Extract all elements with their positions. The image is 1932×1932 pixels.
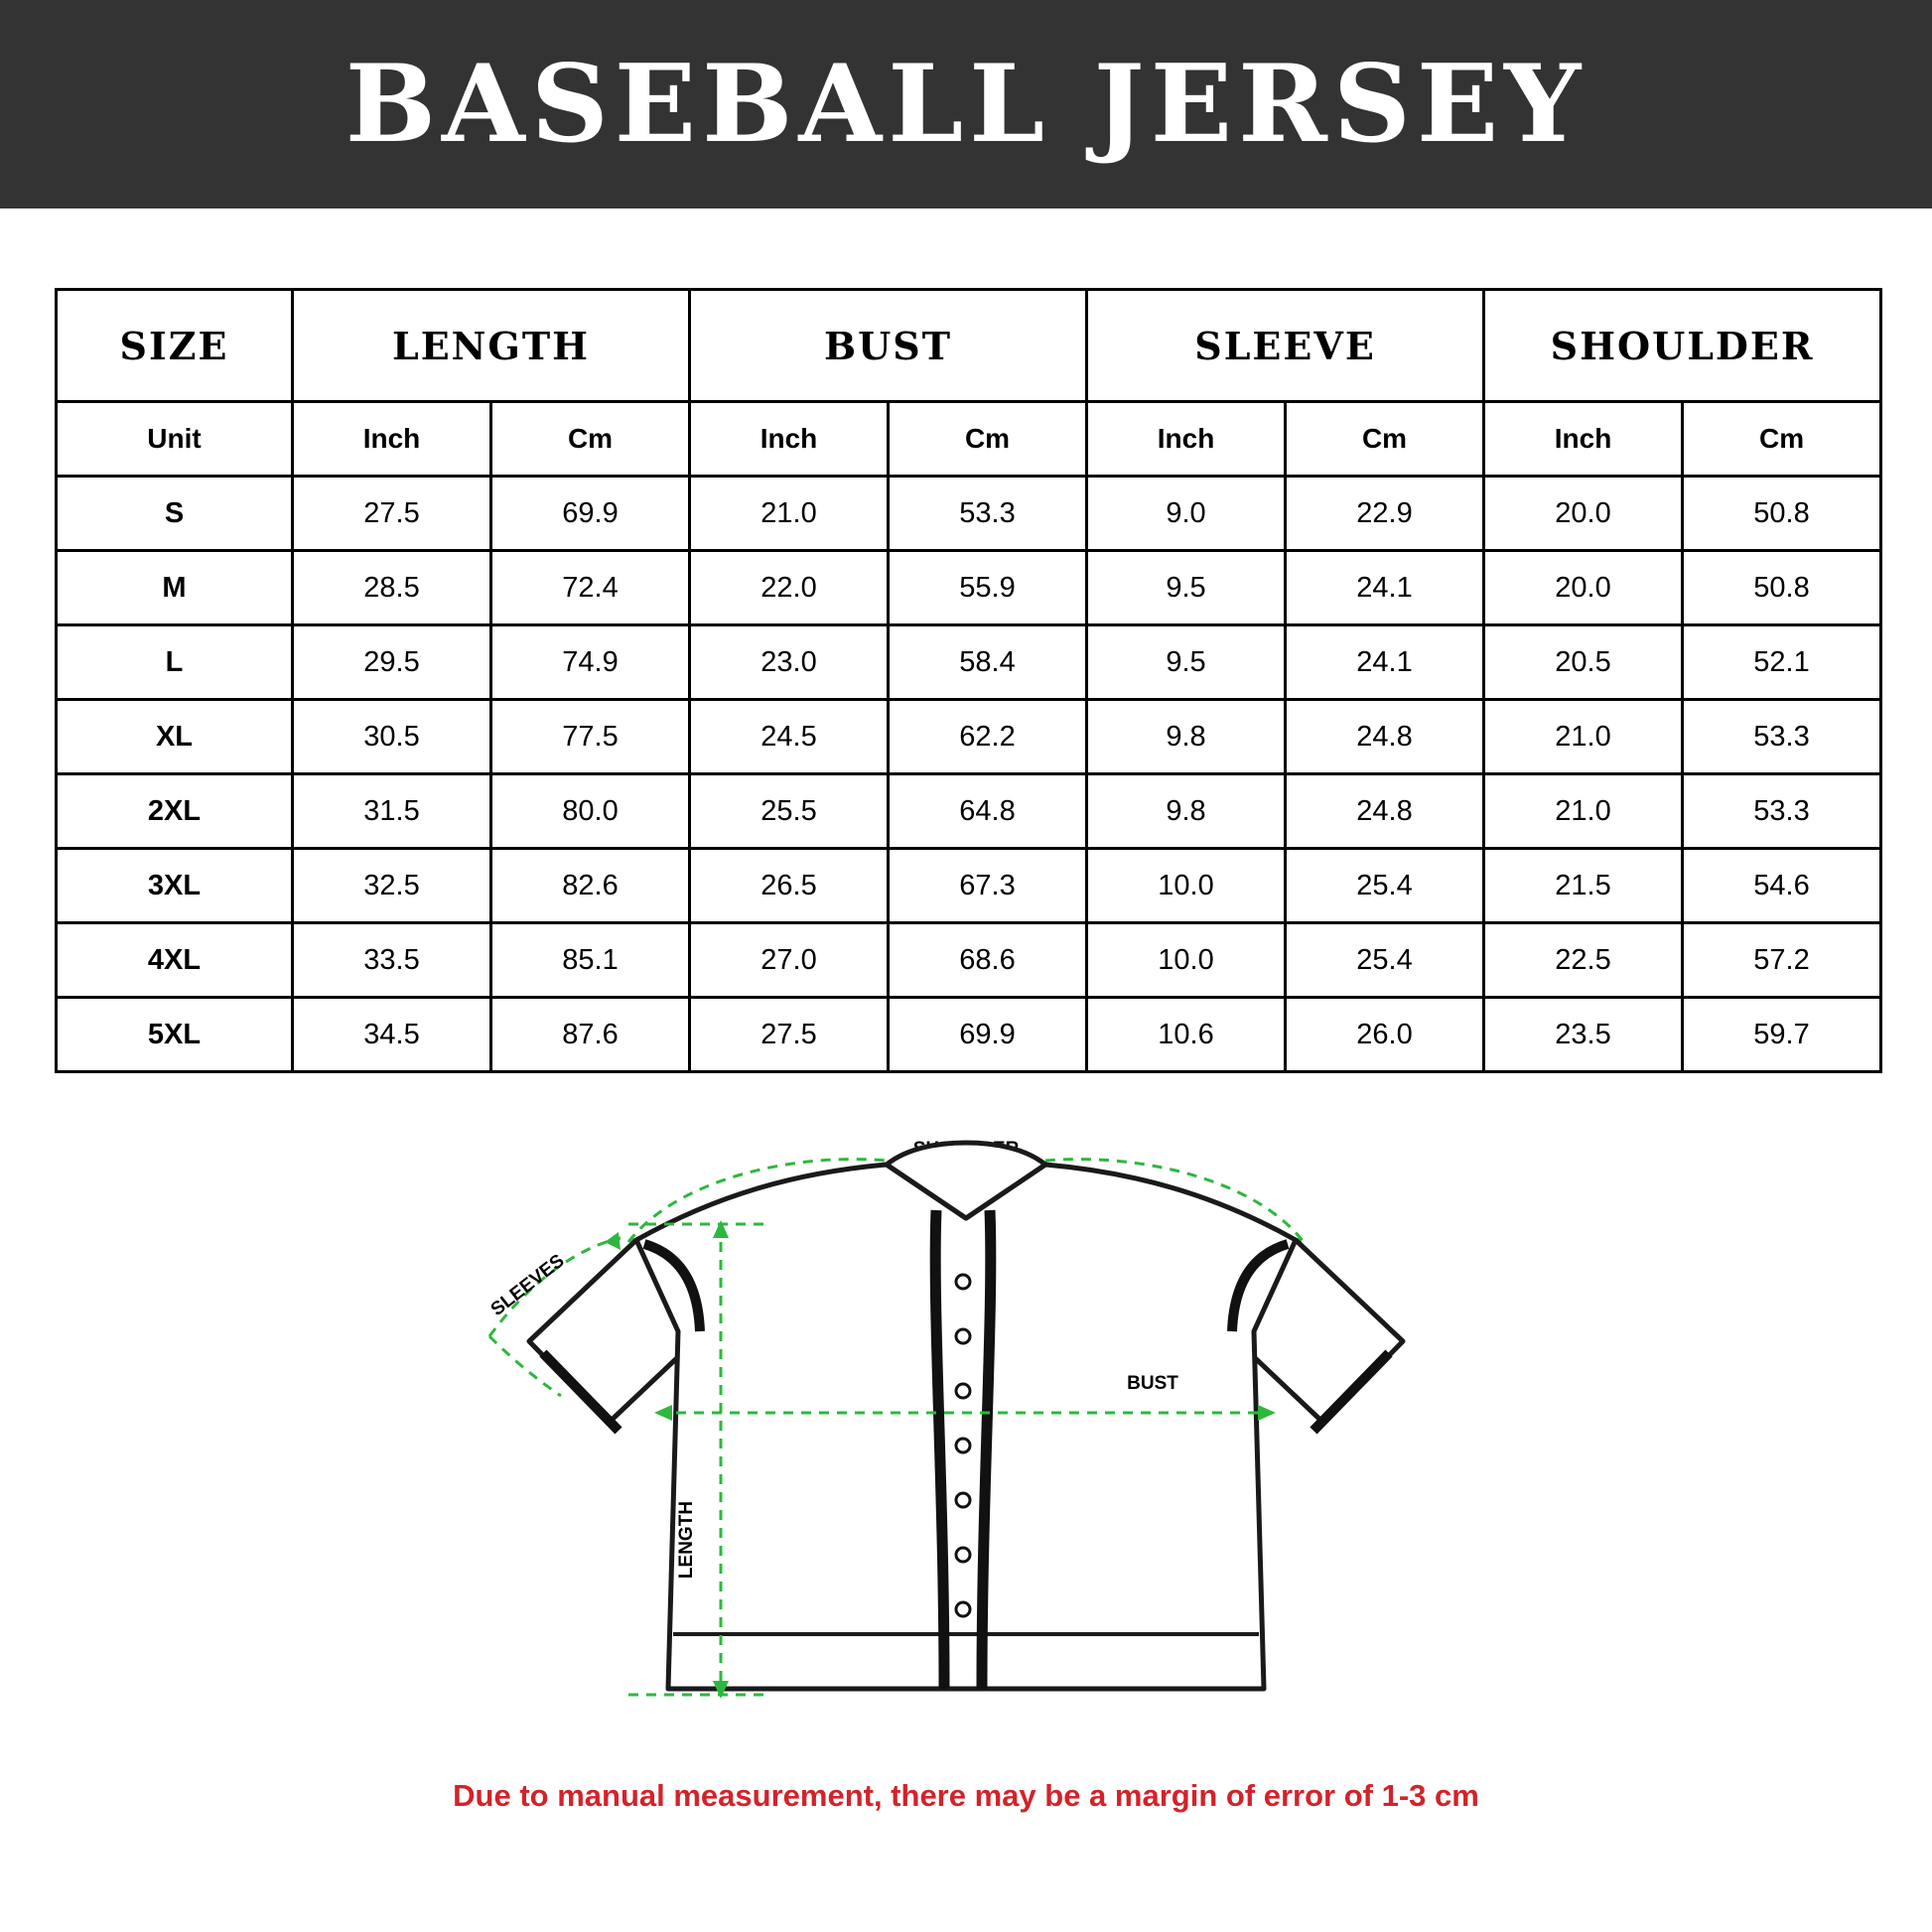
table-row bbox=[57, 923, 1881, 998]
cell-shoulder-inch: 21.0 bbox=[1484, 700, 1683, 774]
header-banner bbox=[0, 0, 1932, 208]
unit-label: Unit bbox=[57, 402, 293, 477]
cell-sleeve-inch: 9.0 bbox=[1087, 477, 1286, 551]
cell-sleeve-cm: 26.0 bbox=[1286, 998, 1484, 1072]
cell-length-cm: 80.0 bbox=[491, 774, 690, 849]
table-row bbox=[57, 625, 1881, 700]
cell-sleeve-cm: 22.9 bbox=[1286, 477, 1484, 551]
table-row bbox=[57, 849, 1881, 923]
cell-sleeve-inch: 10.6 bbox=[1087, 998, 1286, 1072]
table-row bbox=[57, 700, 1881, 774]
unit-bust-inch: Inch bbox=[690, 402, 889, 477]
diagram-label-bust: BUST bbox=[1127, 1373, 1178, 1394]
cell-sleeve-cm: 24.8 bbox=[1286, 700, 1484, 774]
cell-length-inch: 31.5 bbox=[293, 774, 491, 849]
cell-sleeve-cm: 24.8 bbox=[1286, 774, 1484, 849]
cell-bust-inch: 23.0 bbox=[690, 625, 889, 700]
cell-bust-cm: 58.4 bbox=[889, 625, 1087, 700]
cell-shoulder-inch: 20.5 bbox=[1484, 625, 1683, 700]
cell-shoulder-inch: 21.5 bbox=[1484, 849, 1683, 923]
cell-size: 4XL bbox=[57, 923, 293, 998]
cell-size: M bbox=[57, 551, 293, 625]
cell-shoulder-inch: 20.0 bbox=[1484, 477, 1683, 551]
table-row bbox=[57, 477, 1881, 551]
cell-size: L bbox=[57, 625, 293, 700]
cell-bust-cm: 55.9 bbox=[889, 551, 1087, 625]
cell-sleeve-cm: 25.4 bbox=[1286, 849, 1484, 923]
cell-bust-inch: 21.0 bbox=[690, 477, 889, 551]
cell-shoulder-inch: 22.5 bbox=[1484, 923, 1683, 998]
cell-length-inch: 34.5 bbox=[293, 998, 491, 1072]
cell-length-cm: 82.6 bbox=[491, 849, 690, 923]
cell-bust-cm: 64.8 bbox=[889, 774, 1087, 849]
cell-sleeve-inch: 10.0 bbox=[1087, 849, 1286, 923]
cell-shoulder-inch: 20.0 bbox=[1484, 551, 1683, 625]
cell-shoulder-cm: 54.6 bbox=[1683, 849, 1881, 923]
unit-sleeve-inch: Inch bbox=[1087, 402, 1286, 477]
cell-shoulder-cm: 50.8 bbox=[1683, 551, 1881, 625]
table-row bbox=[57, 551, 1881, 625]
cell-shoulder-cm: 52.1 bbox=[1683, 625, 1881, 700]
unit-bust-cm: Cm bbox=[889, 402, 1087, 477]
cell-bust-inch: 24.5 bbox=[690, 700, 889, 774]
cell-bust-cm: 69.9 bbox=[889, 998, 1087, 1072]
cell-bust-inch: 22.0 bbox=[690, 551, 889, 625]
cell-length-inch: 29.5 bbox=[293, 625, 491, 700]
cell-length-cm: 85.1 bbox=[491, 923, 690, 998]
unit-shoulder-inch: Inch bbox=[1484, 402, 1683, 477]
cell-bust-cm: 68.6 bbox=[889, 923, 1087, 998]
cell-size: 3XL bbox=[57, 849, 293, 923]
cell-length-cm: 72.4 bbox=[491, 551, 690, 625]
cell-shoulder-cm: 57.2 bbox=[1683, 923, 1881, 998]
size-chart-table-wrap bbox=[55, 288, 1877, 1073]
cell-length-inch: 30.5 bbox=[293, 700, 491, 774]
table-group-header-row bbox=[57, 290, 1881, 402]
cell-size: 5XL bbox=[57, 998, 293, 1072]
cell-size: S bbox=[57, 477, 293, 551]
unit-sleeve-cm: Cm bbox=[1286, 402, 1484, 477]
measurement-note: Due to manual measurement, there may be a margin of error of 1-3 cm bbox=[453, 1778, 1479, 1813]
cell-sleeve-cm: 25.4 bbox=[1286, 923, 1484, 998]
unit-shoulder-cm: Cm bbox=[1683, 402, 1881, 477]
cell-size: XL bbox=[57, 700, 293, 774]
diagram-label-length: LENGTH bbox=[676, 1500, 697, 1580]
size-chart-table bbox=[55, 288, 1882, 1073]
cell-bust-inch: 26.5 bbox=[690, 849, 889, 923]
column-header-size: SIZE bbox=[57, 290, 293, 402]
cell-sleeve-cm: 24.1 bbox=[1286, 625, 1484, 700]
column-header-sleeve: SLEEVE bbox=[1087, 290, 1484, 402]
cell-bust-cm: 67.3 bbox=[889, 849, 1087, 923]
table-unit-row bbox=[57, 402, 1881, 477]
cell-length-inch: 27.5 bbox=[293, 477, 491, 551]
table-row bbox=[57, 774, 1881, 849]
cell-bust-inch: 25.5 bbox=[690, 774, 889, 849]
measurement-diagram bbox=[0, 1133, 1932, 1828]
cell-sleeve-inch: 9.5 bbox=[1087, 551, 1286, 625]
cell-bust-cm: 62.2 bbox=[889, 700, 1087, 774]
column-header-bust: BUST bbox=[690, 290, 1087, 402]
column-header-shoulder: SHOULDER bbox=[1484, 290, 1881, 402]
cell-length-cm: 77.5 bbox=[491, 700, 690, 774]
cell-sleeve-inch: 9.8 bbox=[1087, 774, 1286, 849]
cell-shoulder-cm: 59.7 bbox=[1683, 998, 1881, 1072]
cell-length-inch: 32.5 bbox=[293, 849, 491, 923]
cell-shoulder-inch: 23.5 bbox=[1484, 998, 1683, 1072]
cell-length-inch: 28.5 bbox=[293, 551, 491, 625]
unit-length-inch: Inch bbox=[293, 402, 491, 477]
unit-length-cm: Cm bbox=[491, 402, 690, 477]
cell-bust-cm: 53.3 bbox=[889, 477, 1087, 551]
cell-bust-inch: 27.0 bbox=[690, 923, 889, 998]
page-title: BASEBALL JERSEY bbox=[345, 42, 1587, 167]
cell-shoulder-cm: 50.8 bbox=[1683, 477, 1881, 551]
table-row bbox=[57, 998, 1881, 1072]
diagram-label-sleeves: SLEEVES bbox=[486, 1250, 569, 1320]
cell-sleeve-inch: 9.8 bbox=[1087, 700, 1286, 774]
cell-sleeve-inch: 10.0 bbox=[1087, 923, 1286, 998]
cell-length-inch: 33.5 bbox=[293, 923, 491, 998]
cell-shoulder-inch: 21.0 bbox=[1484, 774, 1683, 849]
cell-shoulder-cm: 53.3 bbox=[1683, 774, 1881, 849]
jersey-diagram-svg bbox=[470, 1133, 1462, 1768]
cell-sleeve-cm: 24.1 bbox=[1286, 551, 1484, 625]
cell-shoulder-cm: 53.3 bbox=[1683, 700, 1881, 774]
cell-length-cm: 87.6 bbox=[491, 998, 690, 1072]
cell-bust-inch: 27.5 bbox=[690, 998, 889, 1072]
cell-length-cm: 74.9 bbox=[491, 625, 690, 700]
cell-sleeve-inch: 9.5 bbox=[1087, 625, 1286, 700]
column-header-length: LENGTH bbox=[293, 290, 690, 402]
cell-size: 2XL bbox=[57, 774, 293, 849]
cell-length-cm: 69.9 bbox=[491, 477, 690, 551]
